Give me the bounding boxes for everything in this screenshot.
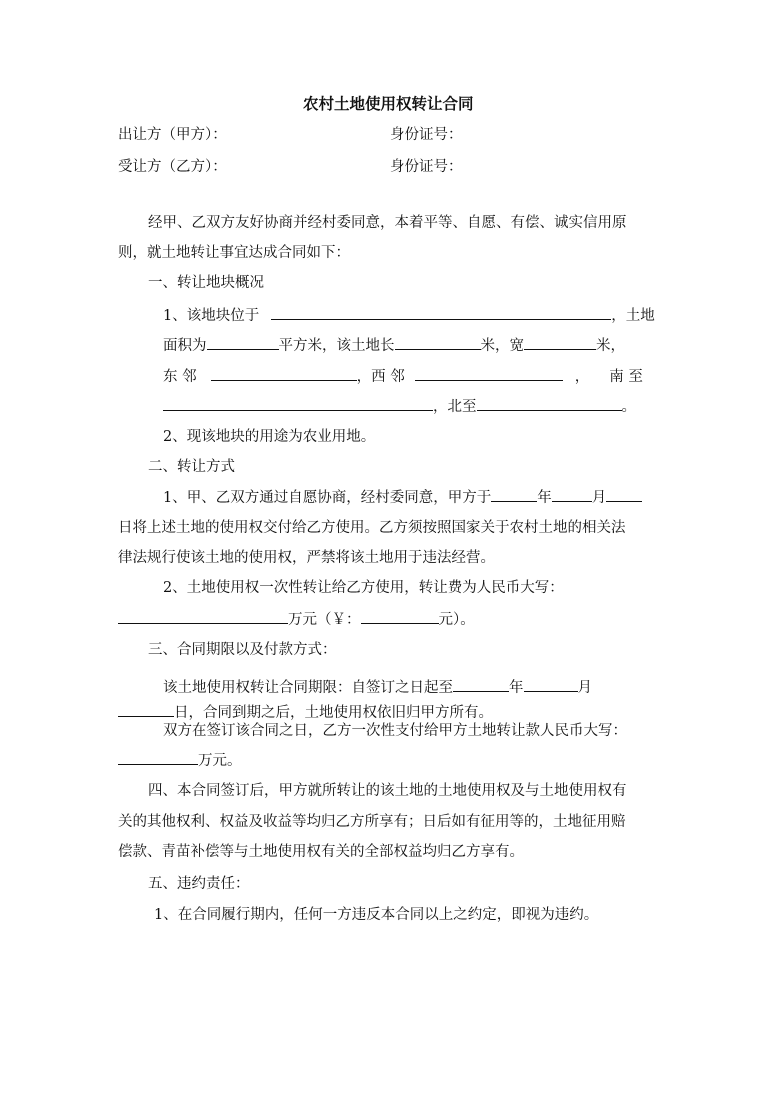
- term-line-2: [118, 702, 493, 723]
- section-1-heading: 一、转让地块概况: [148, 275, 264, 291]
- document-title: 农村土地使用权转让合同: [303, 94, 474, 113]
- fee-yuan-label: 元）。: [438, 612, 475, 628]
- boundary-line-2: [163, 396, 636, 417]
- transfer-date-label: 1、甲、乙双方通过自愿协商，经村委同意，甲方于: [163, 490, 492, 506]
- south-label: 南 至: [609, 369, 643, 385]
- transfer-line-3: 律法规行使该土地的使用权，严禁将该土地用于违法经营。: [118, 550, 495, 566]
- clause-4-line-1: 四、本合同签订后，甲方就所转让的该土地的土地使用权及与土地使用权有: [148, 783, 627, 799]
- area-label: 面积为: [163, 338, 207, 354]
- boundary-line-1: [163, 366, 643, 387]
- boundary-period: 。: [621, 399, 636, 415]
- term-day-blank: [118, 702, 174, 717]
- breach-clause: 1、在合同履行期内，任何一方违反本合同以上之约定，即视为违约。: [154, 907, 599, 923]
- length-label: 平方米，该土地长: [278, 338, 395, 354]
- transfer-line-1: [163, 487, 642, 508]
- intro-line-1: 经甲、乙双方友好协商并经村委同意，本着平等、自愿、有偿、诚实信用原: [148, 215, 627, 231]
- transfer-year-blank: [491, 487, 537, 502]
- width-unit: 米，: [596, 338, 625, 354]
- payment-line-2: [118, 750, 242, 771]
- south-blank: [163, 396, 433, 411]
- party-b-label: 受让方（乙方）：: [118, 159, 227, 175]
- clause-4-line-3: 偿款、青苗补偿等与土地使用权有关的全部权益均归乙方享有。: [118, 844, 524, 860]
- fee-number-blank: [361, 609, 439, 624]
- intro-line-2: 则，就土地转让事宜达成合同如下：: [118, 245, 350, 261]
- month-label: 月: [591, 490, 607, 506]
- term-month-blank: [524, 677, 578, 692]
- area-line: [163, 335, 625, 356]
- location-line: [163, 305, 655, 326]
- north-blank: [477, 396, 622, 411]
- west-blank: [415, 366, 563, 381]
- usage-line: 2、现该地块的用途为农业用地。: [163, 429, 376, 445]
- transfer-day-blank: [606, 487, 642, 502]
- party-b-id-label: 身份证号：: [390, 159, 463, 175]
- payment-line-1: 双方在签订该合同之日，乙方一次性支付给甲方土地转让款人民币大写：: [163, 723, 627, 739]
- section-2-heading: 二、转让方式: [148, 459, 235, 475]
- location-suffix: ，土地: [611, 308, 655, 324]
- fee-words-blank: [118, 609, 288, 624]
- payment-amount-blank: [118, 750, 198, 765]
- term-year-blank: [453, 677, 509, 692]
- year-label: 年: [537, 490, 552, 506]
- width-blank: [524, 335, 596, 350]
- term-line-1: [163, 677, 592, 698]
- area-blank: [207, 335, 279, 350]
- term-year-label: 年: [509, 680, 524, 696]
- fee-line-1: 2、土地使用权一次性转让给乙方使用，转让费为人民币大写：: [163, 580, 564, 596]
- transfer-line-2: 日将上述土地的使用权交付给乙方使用。乙方须按照国家关于农村土地的相关法: [118, 520, 626, 536]
- east-label: 东 邻: [163, 369, 197, 385]
- section-3-heading: 三、合同期限以及付款方式：: [148, 642, 337, 658]
- north-label: ，北至: [433, 399, 477, 415]
- payment-unit-label: 万元。: [198, 753, 242, 769]
- fee-line-2: [118, 609, 475, 630]
- section-5-heading: 五、违约责任：: [148, 876, 250, 892]
- west-label: ，西 邻: [356, 369, 405, 385]
- clause-4-line-2: 关的其他权利、权益及收益等均归乙方所享有；日后如有征用等的，土地征用赔: [118, 814, 626, 830]
- boundary-comma: ，: [574, 369, 590, 385]
- fee-unit-label: 万元（￥：: [288, 612, 361, 628]
- location-label: 1、该地块位于: [163, 308, 260, 324]
- transfer-month-blank: [552, 487, 592, 502]
- east-blank: [211, 366, 357, 381]
- party-a-label: 出让方（甲方）：: [118, 127, 227, 143]
- location-blank: [271, 305, 611, 320]
- width-label: 米，宽: [480, 338, 524, 354]
- term-expiry-text: 日，合同到期之后，土地使用权依旧归甲方所有。: [174, 705, 493, 721]
- party-a-id-label: 身份证号：: [390, 127, 463, 143]
- term-month-label: 月: [577, 680, 592, 696]
- term-label: 该土地使用权转让合同期限：自签订之日起至: [163, 680, 453, 696]
- length-blank: [395, 335, 481, 350]
